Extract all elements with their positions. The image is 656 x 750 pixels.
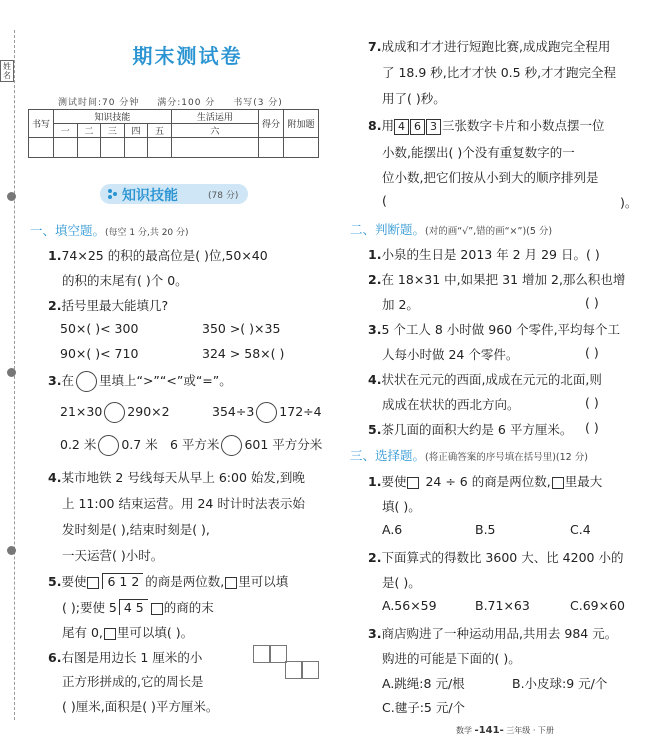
question-number: 1.	[368, 247, 382, 262]
question-line	[48, 371, 232, 392]
question-text: 小泉的生日是 2013 年 2 月 29 日。( )	[381, 247, 600, 262]
compare-right: 172÷4	[279, 404, 322, 419]
score-col: 五	[148, 124, 172, 138]
question-text: 茶几面的面积大约是 6 平方厘米。	[381, 422, 573, 437]
question-text: 的商是两位数,	[145, 574, 225, 589]
blank-circle[interactable]	[98, 435, 119, 456]
question-line: 上 11:00 结束运营。用 24 时计时法表示始	[62, 496, 305, 511]
part-note: (对的画“√”,错的画“×”)(5 分)	[425, 226, 553, 237]
exam-meta	[58, 95, 297, 108]
question-text: 5 个工人 8 小时做 960 个零件,平均每个工	[381, 322, 621, 337]
score-table	[28, 109, 319, 158]
question-line: 人每小时做 24 个零件。	[382, 347, 519, 362]
compare-right: 290×2	[127, 404, 170, 419]
question-text: 24 ÷ 6 的商是两位数,	[425, 474, 551, 489]
question-text: 在	[61, 373, 74, 388]
binding-hole	[7, 546, 16, 555]
question-text: 某市地铁 2 号线每天从早上 6:00 始发,到晚	[61, 470, 305, 485]
question-text: 74×25 的积的最高位是( )位,50×40	[61, 248, 268, 263]
blank-box[interactable]	[151, 603, 163, 615]
question-number: 2.	[368, 550, 382, 565]
question-number: 3.	[368, 626, 382, 641]
choice-option[interactable]: A.6	[382, 522, 403, 537]
score-head-life: 生活运用	[171, 110, 258, 124]
question-line: 一天运营( )小时。	[62, 548, 164, 563]
score-cell[interactable]	[171, 138, 258, 158]
blank-circle[interactable]	[256, 402, 277, 423]
judge-paren[interactable]: ( )	[585, 395, 599, 410]
question-number: 1.	[368, 474, 382, 489]
question-text: 要使	[61, 574, 87, 589]
question-line	[368, 116, 604, 135]
choice-option[interactable]: A.跳绳:8 元/根	[382, 676, 465, 691]
score-col: 三	[101, 124, 125, 138]
part-note: (将正确答案的序号填在括号里)(12 分)	[425, 452, 588, 463]
footer-grade: 三年级 · 下册	[506, 726, 554, 735]
choice-option[interactable]: C.毽子:5 元/个	[382, 700, 466, 715]
blank-box[interactable]	[225, 577, 237, 589]
blank-circle[interactable]	[221, 435, 242, 456]
exam-handwriting: 书写(3 分)	[233, 98, 283, 108]
inequality: 90×( )< 710	[60, 346, 139, 361]
question-line	[48, 648, 202, 666]
blank-box[interactable]	[552, 477, 564, 489]
question-text: 里可以填	[238, 574, 289, 589]
compare-right: 0.7 米	[121, 437, 158, 452]
question-number: 4.	[48, 470, 62, 485]
page-footer	[456, 725, 554, 736]
question-text: 成成和才才进行短跑比赛,成成跑完全程用	[381, 39, 611, 54]
part-title: 一、填空题。	[30, 223, 106, 238]
question-text: 用	[381, 118, 394, 133]
question-text: 商店购进了一种运动用品,共用去 984 元。	[381, 626, 618, 641]
digit-card: 4	[394, 119, 409, 135]
exam-time: 测试时间:70 分钟	[58, 98, 140, 108]
part-note: (每空 1 分,共 20 分)	[105, 228, 189, 238]
compare-right: 601 平方分米	[244, 437, 323, 452]
score-cell[interactable]	[284, 138, 319, 158]
section-points: (78 分)	[208, 191, 239, 201]
digit-card: 3	[426, 119, 441, 135]
question-text: 在 18×31 中,如果把 31 增加 2,那么积也增	[381, 272, 626, 287]
compare-row	[212, 402, 322, 423]
question-line	[368, 270, 625, 288]
footer-subject: 数学	[456, 726, 472, 735]
dots-icon	[108, 189, 118, 199]
choice-option[interactable]: B.71×63	[475, 598, 530, 613]
part-heading	[350, 446, 588, 464]
question-text: 括号里最大能填几?	[61, 298, 169, 313]
question-line: ( )厘米,面积是( )平方厘米。	[62, 699, 219, 714]
question-number: 2.	[48, 298, 62, 313]
score-col: 一	[54, 124, 78, 138]
question-number: 8.	[368, 118, 382, 133]
score-head-total: 得分	[259, 110, 284, 138]
question-text: ( );要使 5	[62, 600, 117, 615]
question-line: 成成在状状的西北方向。	[382, 397, 520, 412]
inequality: 50×( )< 300	[60, 321, 139, 336]
question-line	[368, 320, 620, 338]
question-number: 5.	[368, 422, 382, 437]
question-line	[48, 296, 168, 314]
part-title: 三、选择题。	[350, 448, 426, 463]
question-line: 用了( )秒。	[382, 91, 446, 106]
blank-circle[interactable]	[104, 402, 125, 423]
question-text: 状状在元元的西面,成成在元元的北面,则	[381, 372, 602, 387]
choice-option[interactable]: B.小皮球:9 元/个	[512, 676, 608, 691]
question-line	[48, 572, 288, 590]
compare-left: 354÷3	[212, 404, 255, 419]
choice-option[interactable]: C.69×60	[570, 598, 625, 613]
question-line: 了 18.9 秒,比才才快 0.5 秒,才才跑完全程	[382, 65, 617, 80]
answer-paren-open: (	[382, 193, 387, 208]
inequality: 324 > 58×( )	[202, 346, 285, 361]
question-line	[368, 548, 623, 566]
choice-option[interactable]: B.5	[475, 522, 496, 537]
blank-circle[interactable]	[76, 371, 97, 392]
question-line	[368, 37, 610, 55]
question-text: 里填上“>”“<”或“=”。	[98, 373, 232, 388]
question-line: 是( )。	[382, 575, 421, 590]
score-col: 四	[124, 124, 148, 138]
question-line	[62, 623, 193, 641]
question-line: 正方形拼成的,它的周长是	[62, 674, 204, 689]
compare-row	[60, 402, 170, 423]
judge-paren[interactable]: ( )	[585, 345, 599, 360]
question-text: 尾有 0,	[62, 625, 103, 640]
section-title: 知识技能	[122, 188, 178, 204]
question-number: 3.	[48, 373, 62, 388]
judge-paren[interactable]: ( )	[585, 420, 599, 435]
score-cell[interactable]	[259, 138, 284, 158]
exam-full-score: 满分:100 分	[157, 98, 216, 108]
score-col: 二	[77, 124, 101, 138]
question-line	[48, 246, 268, 264]
question-line	[368, 472, 602, 490]
score-cell[interactable]	[29, 138, 54, 158]
question-line	[368, 370, 602, 388]
score-col: 六	[171, 124, 258, 138]
division-bracket: 4 5	[119, 599, 148, 615]
judge-paren[interactable]: ( )	[585, 295, 599, 310]
question-number: 3.	[368, 322, 382, 337]
question-number: 6.	[48, 650, 62, 665]
compare-left: 0.2 米	[60, 437, 97, 452]
compare-row	[60, 435, 158, 456]
square-figure	[253, 645, 321, 685]
question-number: 2.	[368, 272, 382, 287]
division-bracket: 6 1 2	[102, 573, 143, 589]
section-header	[100, 184, 248, 204]
question-line	[368, 420, 572, 438]
answer-paren-close: )。	[620, 195, 638, 210]
score-cell[interactable]	[54, 138, 78, 158]
compare-row	[170, 435, 322, 456]
question-line	[368, 624, 617, 642]
question-text: 要使	[381, 474, 407, 489]
blank-box[interactable]	[407, 477, 419, 489]
question-line: 填( )。	[382, 499, 421, 514]
score-head-writing: 书写	[29, 110, 54, 138]
unit-square	[301, 661, 319, 679]
score-cell[interactable]	[148, 138, 172, 158]
question-text: 三张数字卡片和小数点摆一位	[441, 118, 605, 133]
question-line	[368, 245, 600, 263]
page-title: 期末测试卷	[132, 44, 243, 68]
question-line	[48, 468, 305, 486]
score-head-knowledge: 知识技能	[54, 110, 172, 124]
question-number: 1.	[48, 248, 62, 263]
choice-option[interactable]: A.56×59	[382, 598, 437, 613]
choice-option[interactable]: C.4	[570, 522, 591, 537]
question-line: 加 2。	[382, 297, 419, 312]
question-line: 发时刻是( ),结束时刻是( ),	[62, 522, 210, 537]
question-text: 右图是用边长 1 厘米的小	[61, 650, 203, 665]
score-cell[interactable]	[124, 138, 148, 158]
compare-left: 6 平方米	[170, 437, 220, 452]
part-heading	[30, 221, 189, 239]
blank-box[interactable]	[104, 628, 116, 640]
question-line	[62, 598, 214, 616]
score-cell[interactable]	[77, 138, 101, 158]
question-number: 7.	[368, 39, 382, 54]
question-text: 的商的末	[163, 600, 214, 615]
binding-hole	[7, 192, 16, 201]
question-line: 位小数,把它们按从小到大的顺序排列是	[382, 170, 599, 185]
compare-left: 21×30	[60, 404, 103, 419]
score-head-bonus: 附加题	[284, 110, 319, 138]
question-text: 里最大	[564, 474, 603, 489]
question-line: 的积的末尾有( )个 0。	[62, 273, 188, 288]
question-text: 下面算式的得数比 3600 大、比 4200 小的	[381, 550, 624, 565]
question-line: 购进的可能是下面的( )。	[382, 651, 521, 666]
page-number: -141-	[474, 725, 504, 736]
inequality: 350 >( )×35	[202, 321, 281, 336]
part-heading	[350, 220, 552, 238]
binding-label: 姓名	[0, 60, 14, 82]
question-number: 5.	[48, 574, 62, 589]
question-number: 4.	[368, 372, 382, 387]
binding-hole	[7, 368, 16, 377]
question-line: 小数,能摆出( )个没有重复数字的一	[382, 145, 575, 160]
part-title: 二、判断题。	[350, 222, 426, 237]
blank-box[interactable]	[87, 577, 99, 589]
digit-card: 6	[410, 119, 425, 135]
score-cell[interactable]	[101, 138, 125, 158]
question-text: 里可以填( )。	[116, 625, 194, 640]
